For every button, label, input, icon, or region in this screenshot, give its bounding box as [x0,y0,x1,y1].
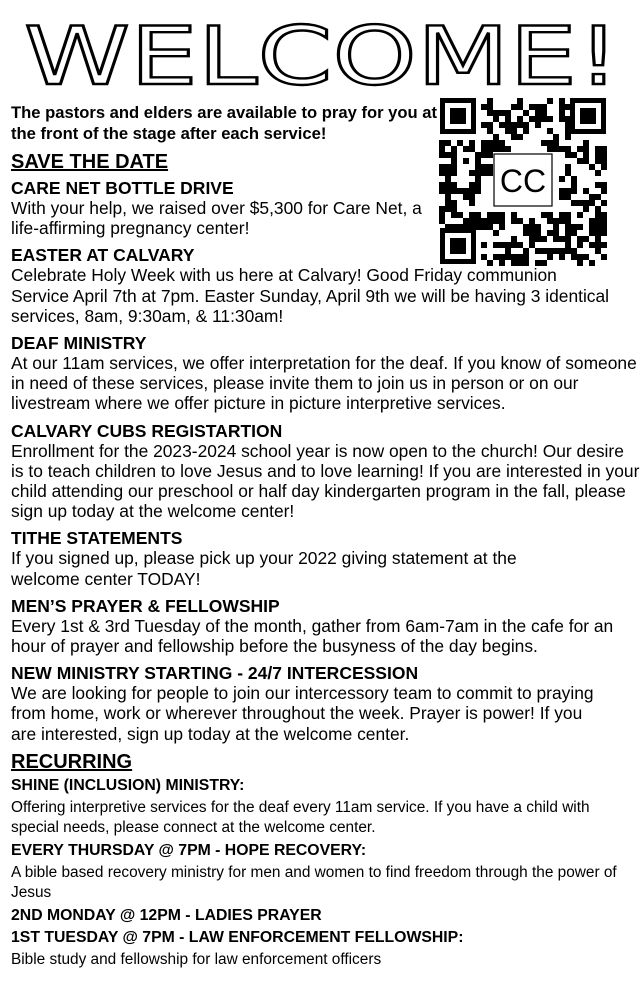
item-title: TITHE STATEMENTS [11,528,183,549]
item-title: 1ST TUESDAY @ 7PM - LAW ENFORCEMENT FELLOWSHIP: [11,928,464,946]
item-body: Bible study and fellowship for law enforcement officers [11,950,382,968]
item-title: CARE NET BOTTLE DRIVE [11,178,234,198]
save-the-date-heading: SAVE THE DATE [11,151,169,173]
item-title: DEAF MINISTRY [11,333,147,354]
item-body: A bible based recovery ministry for men and women to find freedom through the power of Jesus [11,863,617,902]
recurring-heading: RECURRING [11,750,133,773]
welcome-title-text: WELCOME! [24,10,620,92]
save-the-date-item [11,528,641,588]
item-body: At our 11am services, we offer interpretation for the deaf. If you know of someone in need of these services, please invite them to join us in person or on our livestream where we offer picture in picture interpretive services. [11,353,637,414]
save-the-date-item [11,596,641,656]
item-title: CALVARY CUBS REGISTARTION [11,420,283,441]
item-title: EASTER AT CALVARY [11,245,195,266]
item-title: MEN’S PRAYER & FELLOWSHIP [11,595,280,616]
item-body: With your help, we raised over $5,300 for Care Net, a life-affirming pregnancy center! [11,198,422,239]
recurring-item [11,906,641,926]
recurring-item [11,776,641,839]
item-body: Celebrate Holy Week with us here at Calvary! Good Friday communion Service April 7th at 7pm. Easter Sunday, April 9th we will be having 3 identical services, 8am, 9:30am, & 11:30am! [11,265,610,326]
save-the-date-item [11,178,641,238]
recurring-item [11,841,641,904]
item-title: 2ND MONDAY @ 12PM - LADIES PRAYER [11,906,322,924]
save-the-date-item [11,245,641,326]
item-body: If you signed up, please pick up your 2022 giving statement at the welcome center TODAY! [11,548,517,589]
qr-center-text: CC [499,163,547,199]
prayer-note: The pastors and elders are available to pray for you at the front of the stage after each service! [11,103,438,143]
item-body: Enrollment for the 2023-2024 school year is now open to the church! Our desire is to teach children to love Jesus and to love learning! If you are interested in your child attending our preschool or half day kindergarten program in the fall, please sign up today at the welcome center! [11,440,640,522]
save-the-date-item [11,333,641,414]
save-the-date-item [11,421,641,522]
welcome-title [0,8,644,92]
save-the-date-item [11,663,641,744]
item-title: NEW MINISTRY STARTING - 24/7 INTERCESSION [11,663,419,684]
item-body: Offering interpretive services for the deaf every 11am service. If you have a child with special needs, please connect at the welcome center. [11,798,590,837]
item-body: We are looking for people to join our intercessory team to commit to praying from home, work or wherever throughout the week. Prayer is power! If you are interested, sign up today at the welcome center. [11,683,594,744]
announcements [11,102,641,970]
recurring-item [11,928,641,971]
item-title: EVERY THURSDAY @ 7PM - HOPE RECOVERY: [11,841,367,859]
item-title: SHINE (INCLUSION) MINISTRY: [11,776,245,794]
item-body: Every 1st & 3rd Tuesday of the month, gather from 6am-7am in the cafe for an hour of prayer and fellowship before the busyness of the day begins. [11,615,614,657]
